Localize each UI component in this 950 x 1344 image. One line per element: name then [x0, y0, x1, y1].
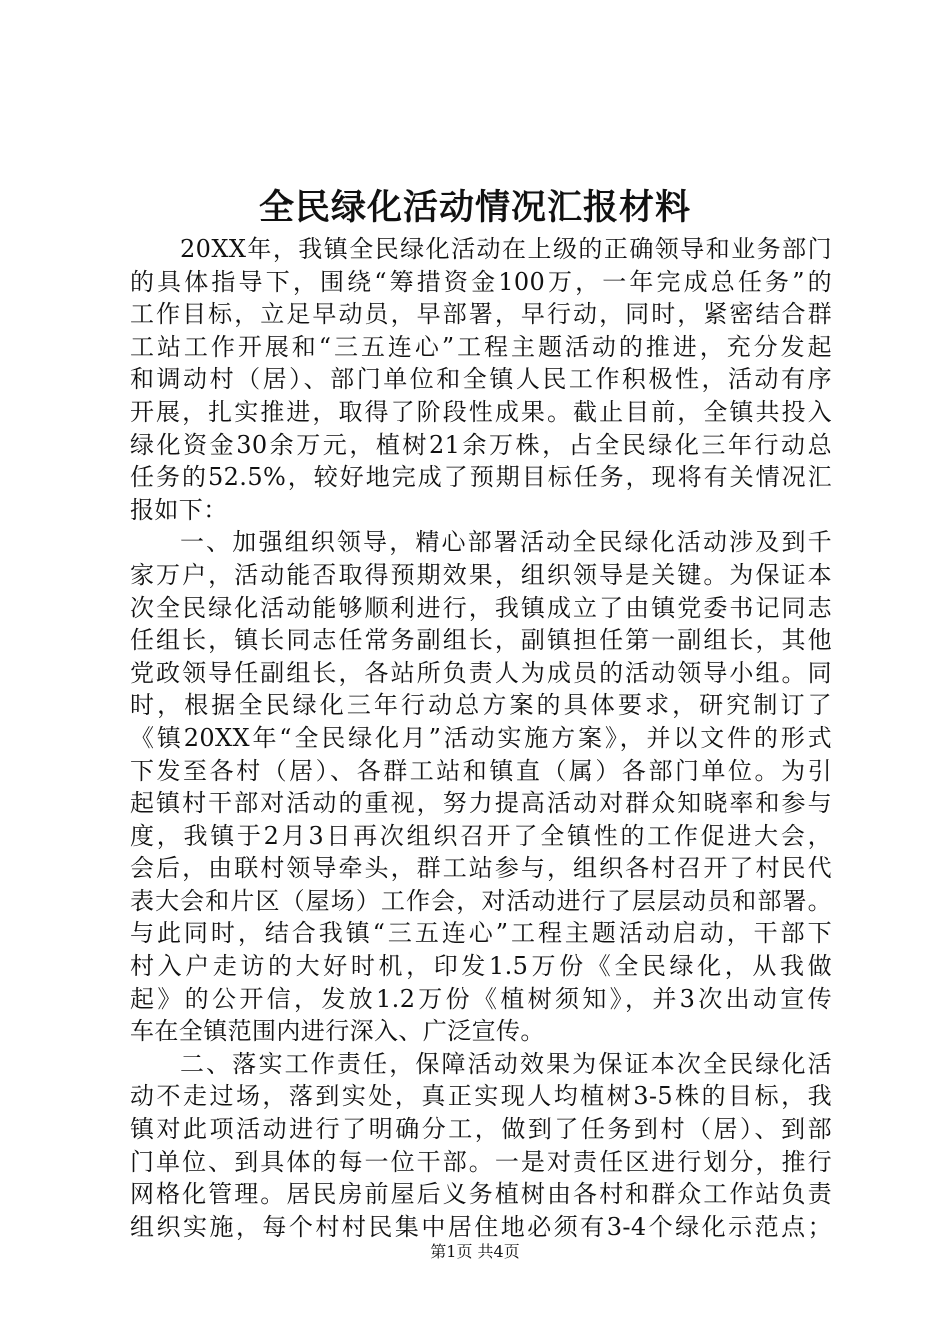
paragraph-line: 村入户走访的大好时机，印发1.5万份《全民绿化，从我做 [130, 952, 832, 981]
paragraph-line: 车在全镇范围内进行深入、广泛宣传。 [130, 1017, 545, 1046]
document-body [130, 233, 832, 1243]
paragraph-line: 绿化资金30余万元，植树21余万株，占全民绿化三年行动总 [130, 430, 832, 459]
paragraph-line: 《镇20XX年“全民绿化月”活动实施方案》，并以文件的形式 [130, 723, 832, 752]
paragraph-line: 时，根据全民绿化三年行动总方案的具体要求，研究制订了 [130, 691, 832, 720]
paragraph-line: 20XX年，我镇全民绿化活动在上级的正确领导和业务部门 [180, 235, 832, 263]
paragraph-line: 动不走过场，落到实处，真正实现人均植树3-5株的目标，我 [130, 1082, 832, 1111]
paragraph-line: 报如下： [130, 495, 228, 524]
paragraph-line: 二、落实工作责任，保障活动效果为保证本次全民绿化活 [180, 1049, 832, 1078]
paragraph-line: 镇对此项活动进行了明确分工，做到了任务到村（居）、到部 [130, 1115, 832, 1144]
paragraph-line: 次全民绿化活动能够顺利进行，我镇成立了由镇党委书记同志 [130, 593, 832, 622]
paragraph-line: 的具体指导下，围绕“筹措资金100万，一年完成总任务”的 [130, 267, 832, 296]
paragraph-line: 开展，扎实推进，取得了阶段性成果。截止目前，全镇共投入 [130, 397, 832, 426]
paragraph-line: 工站工作开展和“三五连心”工程主题活动的推进，充分发起 [130, 332, 832, 361]
paragraph-line: 度，我镇于2月3日再次组织召开了全镇性的工作促进大会， [130, 821, 832, 850]
paragraph-line: 党政领导任副组长，各站所负责人为成员的活动领导小组。同 [130, 658, 832, 687]
paragraph-line: 组织实施，每个村村民集中居住地必须有3-4个绿化示范点； [130, 1212, 832, 1241]
paragraph-line: 一、加强组织领导，精心部署活动全民绿化活动涉及到千 [180, 528, 832, 557]
paragraph-line: 起镇村干部对活动的重视，努力提高活动对群众知晓率和参与 [130, 789, 832, 818]
paragraph-line: 家万户，活动能否取得预期效果，组织领导是关键。为保证本 [130, 560, 832, 589]
paragraph-line: 和调动村（居）、部门单位和全镇人民工作积极性，活动有序 [130, 365, 832, 394]
page-footer: 第1页 共4页 [430, 1242, 520, 1261]
paragraph-line: 门单位、到具体的每一位干部。一是对责任区进行划分，推行 [130, 1147, 832, 1176]
paragraph-line: 会后，由联村领导牵头，群工站参与，组织各村召开了村民代 [130, 854, 832, 883]
paragraph-line: 表大会和片区（屋场）工作会，对活动进行了层层动员和部署。 [130, 886, 832, 915]
paragraph-line: 下发至各村（居）、各群工站和镇直（属）各部门单位。为引 [130, 756, 832, 785]
paragraph-line: 任组长，镇长同志任常务副组长，副镇担任第一副组长，其他 [130, 626, 832, 655]
document-title: 全民绿化活动情况汇报材料 [258, 188, 691, 228]
paragraph-line: 网格化管理。居民房前屋后义务植树由各村和群众工作站负责 [130, 1180, 832, 1209]
paragraph-line: 与此同时，结合我镇“三五连心”工程主题活动启动，干部下 [130, 919, 832, 948]
paragraph-line: 起》的公开信，发放1.2万份《植树须知》，并3次出动宣传 [130, 984, 832, 1013]
paragraph-line: 任务的52.5%，较好地完成了预期目标任务，现将有关情况汇 [130, 463, 832, 492]
paragraph-line: 工作目标，立足早动员，早部署，早行动，同时，紧密结合群 [130, 300, 832, 329]
